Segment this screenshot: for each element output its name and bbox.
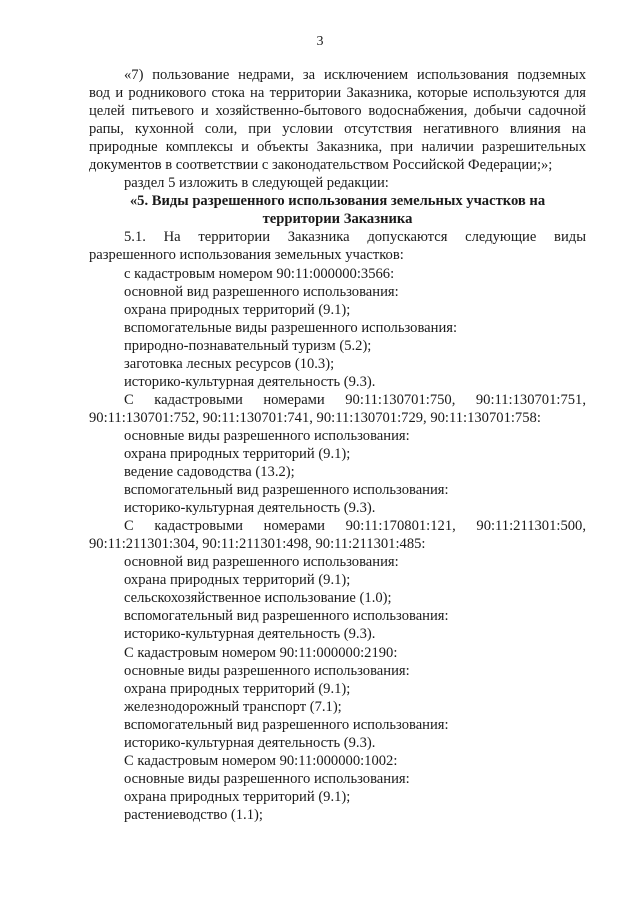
paragraph-line: целей питьевого и хозяйственно-бытового водоснабжения, добычи садочной xyxy=(89,103,586,120)
list-line: растениеводство (1.1); xyxy=(124,806,263,823)
list-line: ведение садоводства (13.2); xyxy=(124,464,295,481)
list-line: историко-культурная деятельность (9.3). xyxy=(124,626,376,643)
item-line: разрешенного использования земельных участков: xyxy=(89,247,404,264)
list-line: сельскохозяйственное использование (1.0); xyxy=(124,590,392,607)
paragraph-line: «7) пользование недрами, за исключением использования подземных xyxy=(124,67,586,83)
cadastral-line: 90:11:130701:752, 90:11:130701:741, 90:11:130701:729, 90:11:130701:758: xyxy=(89,409,541,426)
document-body xyxy=(89,66,586,824)
list-line: природно-познавательный туризм (5.2); xyxy=(124,337,372,354)
paragraph-line: документов в соответствии с законодательством Российской Федерации;»; xyxy=(89,157,553,174)
list-line: охрана природных территорий (9.1); xyxy=(124,788,351,805)
list-line: охрана природных территорий (9.1); xyxy=(124,445,351,462)
list-line: железнодорожный транспорт (7.1); xyxy=(124,698,342,715)
list-line: историко-культурная деятельность (9.3). xyxy=(124,734,376,751)
list-line: основные виды разрешенного использования: xyxy=(124,770,410,787)
cadastral-line: С кадастровыми номерами 90:11:130701:750, 90:11:130701:751, xyxy=(124,391,586,408)
paragraph-line: рапы, кухонной соли, при условии отсутствия негативного влияния на xyxy=(89,121,586,138)
list-line: основной вид разрешенного использования: xyxy=(124,554,399,571)
list-line: охрана природных территорий (9.1); xyxy=(124,680,351,697)
list-line: вспомогательные виды разрешенного использования: xyxy=(124,319,458,336)
cadastral-line: 90:11:211301:304, 90:11:211301:498, 90:11:211301:485: xyxy=(89,536,426,553)
list-line: охрана природных территорий (9.1); xyxy=(124,572,351,589)
item-line: 5.1. На территории Заказника допускаются следующие виды xyxy=(124,229,586,246)
list-line: заготовка лесных ресурсов (10.3); xyxy=(124,355,335,372)
list-line: С кадастровым номером 90:11:000000:1002: xyxy=(124,752,398,769)
list-line: вспомогательный вид разрешенного использования: xyxy=(124,716,449,733)
cadastral-line: С кадастровыми номерами 90:11:170801:121, 90:11:211301:500, xyxy=(124,518,586,535)
list-line: вспомогательный вид разрешенного использования: xyxy=(124,608,449,625)
section-intro: раздел 5 изложить в следующей редакции: xyxy=(124,175,389,192)
paragraph-line: природные комплексы и объекты Заказника, при наличии разрешительных xyxy=(89,139,586,156)
list-line: основной вид разрешенного использования: xyxy=(124,283,399,300)
list-line: вспомогательный вид разрешенного использования: xyxy=(124,482,449,499)
page-number: 3 xyxy=(316,34,324,49)
paragraph-line: вод и родникового стока на территории Заказника, которые используются для xyxy=(89,85,586,102)
section-heading-line: территории Заказника xyxy=(262,211,413,228)
list-line: историко-культурная деятельность (9.3). xyxy=(124,500,376,517)
list-line: основные виды разрешенного использования: xyxy=(124,662,410,679)
list-line: с кадастровым номером 90:11:000000:3566: xyxy=(124,265,395,282)
list-line: основные виды разрешенного использования: xyxy=(124,427,410,444)
list-line: историко-культурная деятельность (9.3). xyxy=(124,373,376,390)
list-line: С кадастровым номером 90:11:000000:2190: xyxy=(124,644,398,661)
list-line: охрана природных территорий (9.1); xyxy=(124,301,351,318)
section-heading-line: «5. Виды разрешенного использования земельных участков на xyxy=(129,193,546,210)
